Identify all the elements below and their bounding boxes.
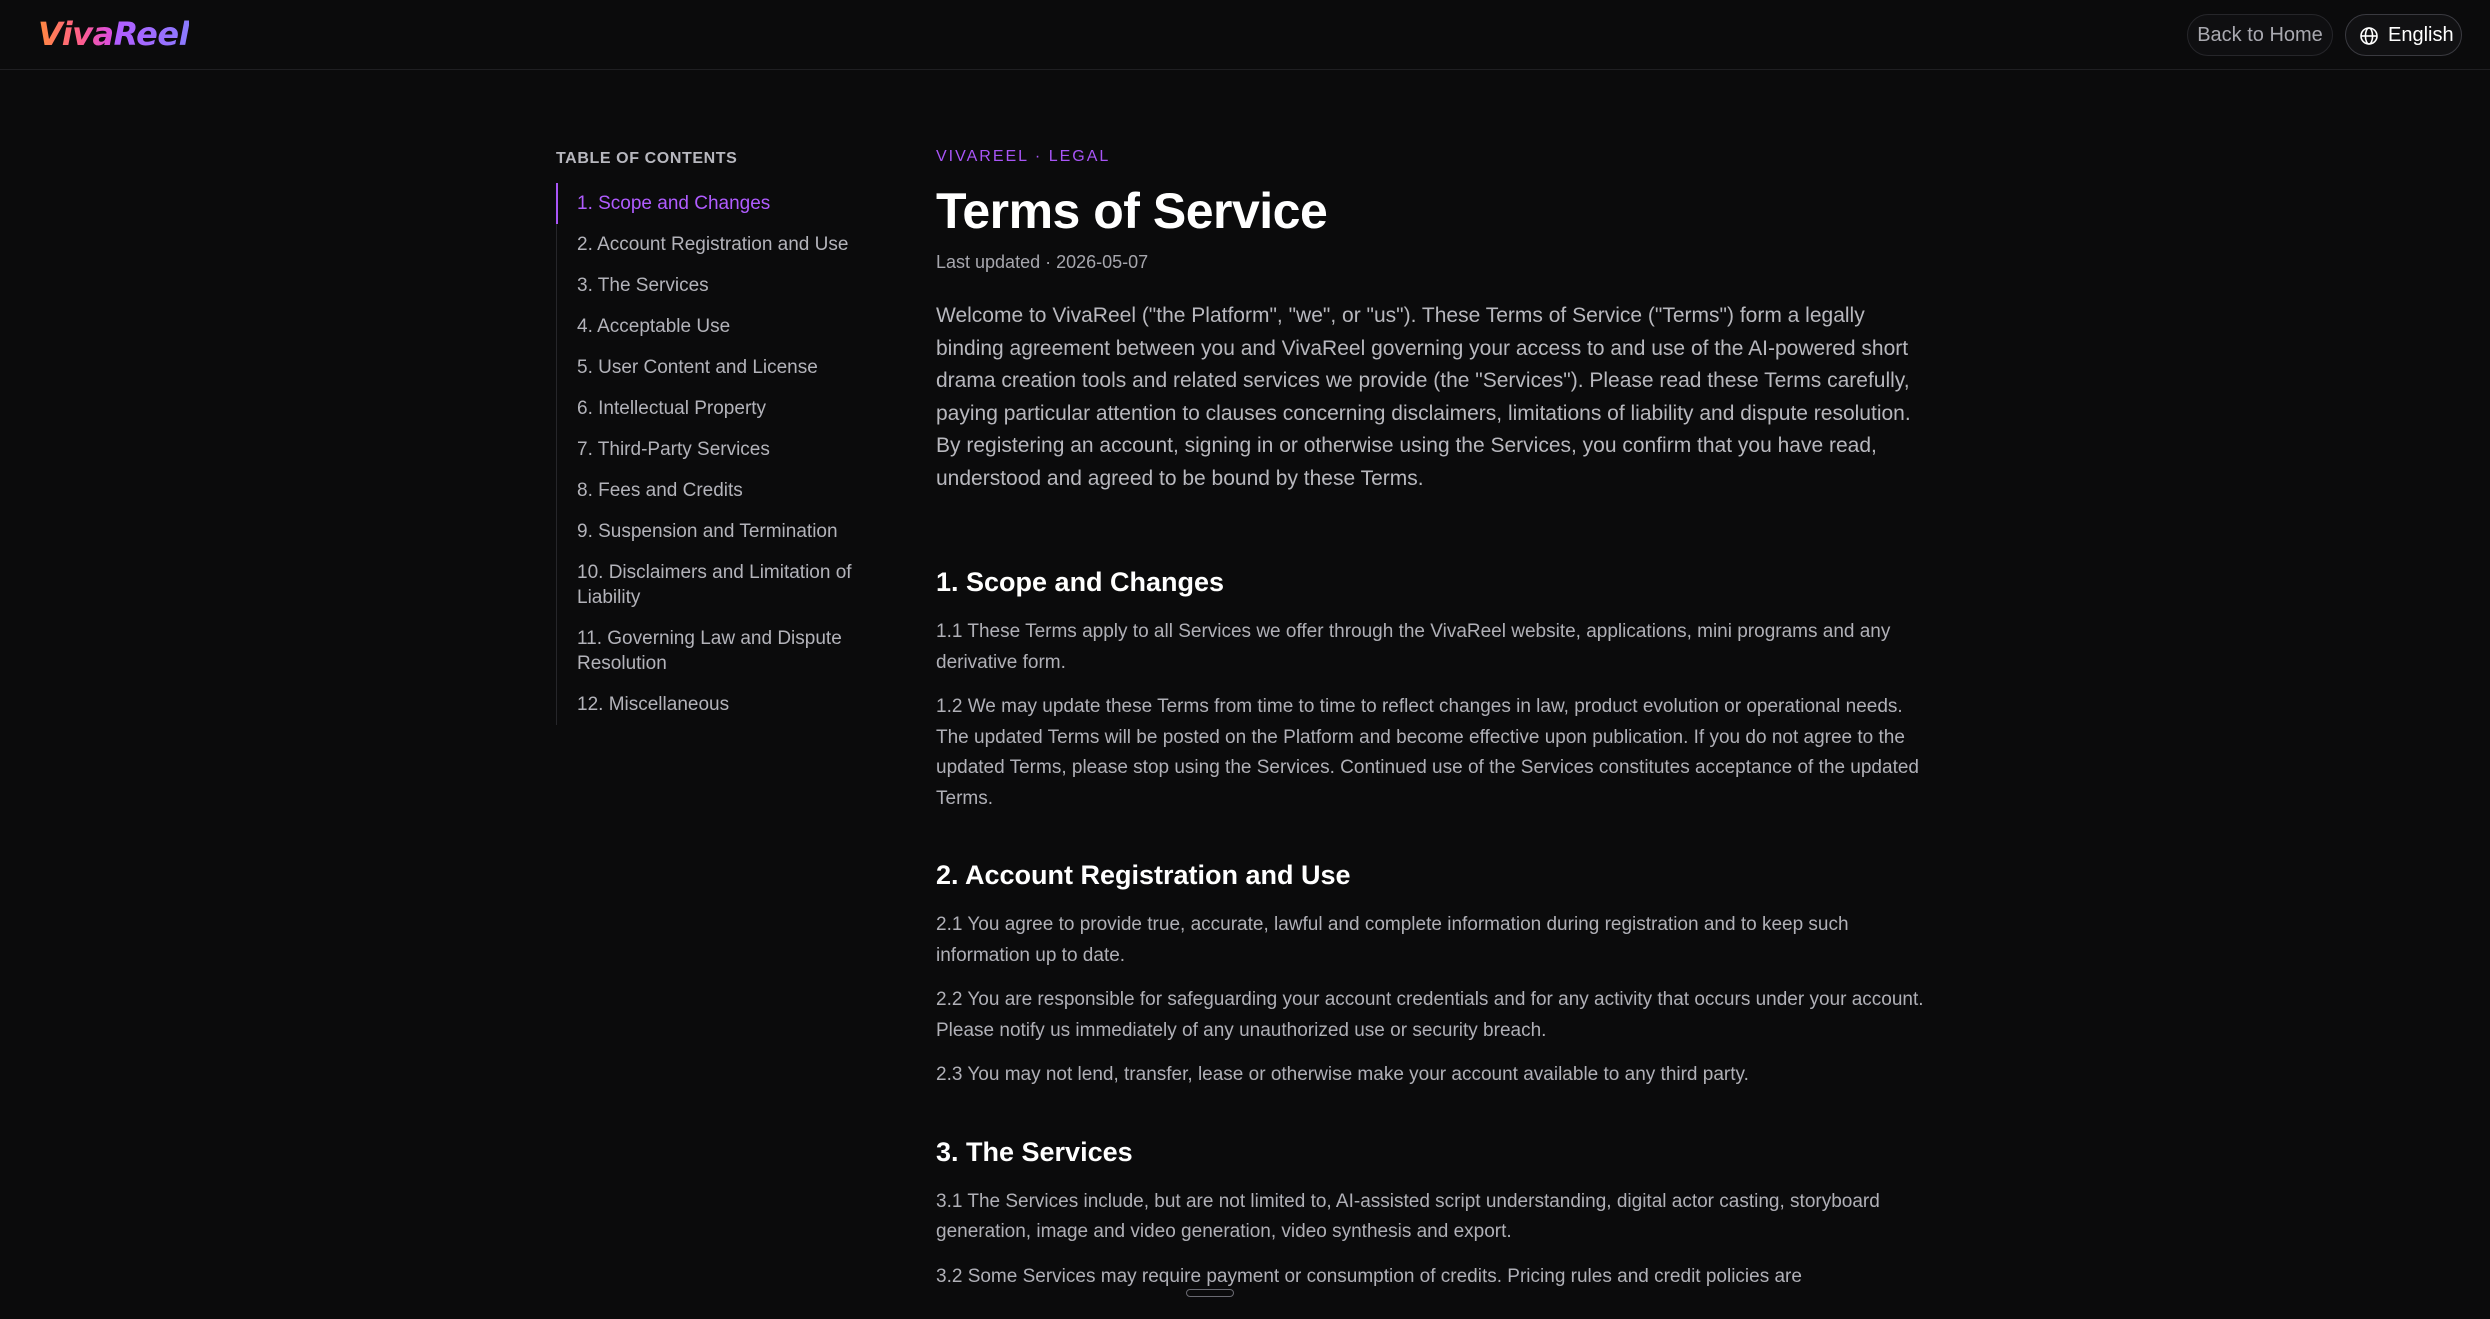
toc-heading: TABLE OF CONTENTS	[556, 150, 738, 167]
section-1-paragraph: 1.2 We may update these Terms from time to time to reflect changes in law, product evolution or operational needs. The updated Terms will be posted on the Platform and become effective upon publication. If you do not agree to the updated Terms, please stop using the Services. Continued use of the Services constitutes acceptance of the updated Terms.	[936, 696, 1919, 809]
toc-item-6[interactable]: 6. Intellectual Property	[577, 398, 767, 419]
document-content	[936, 148, 1936, 1292]
toc-item-11[interactable]: 11. Governing Law and Dispute Resolution	[577, 628, 842, 674]
section-heading-2: 2. Account Registration and Use	[936, 860, 1351, 890]
logo-text-viva: Viva	[38, 15, 114, 53]
document-eyebrow: VIVAREEL · LEGAL	[936, 148, 1111, 165]
document-sections	[936, 565, 1936, 1292]
toc-item-7[interactable]: 7. Third-Party Services	[577, 439, 770, 460]
toc-item-5[interactable]: 5. User Content and License	[577, 357, 818, 378]
section-2-paragraph: 2.3 You may not lend, transfer, lease or otherwise make your account available to any third party.	[936, 1064, 1749, 1085]
back-to-home-button[interactable]: Back to Home	[2187, 14, 2333, 56]
toc-item-9[interactable]: 9. Suspension and Termination	[577, 521, 838, 542]
intro-paragraph: Welcome to VivaReel ("the Platform", "we", or "us"). These Terms of Service ("Terms") form a legally binding agreement between you and VivaReel governing your access to and use of the AI-powered short drama creation tools and related services we provide (the "Services"). Please read these Terms carefully, paying particular attention to clauses concerning disclaimers, limitations of liability and dispute resolution. By registering an account, signing in or otherwise using the Services, you confirm that you have read, understood and agreed to be bound by these Terms.	[936, 304, 1911, 490]
page-title: Terms of Service	[936, 183, 1328, 239]
section-3-paragraph: 3.1 The Services include, but are not limited to, AI-assisted script understanding, digital actor casting, storyboard generation, image and video generation, video synthesis and export.	[936, 1190, 1880, 1242]
section-heading-1: 1. Scope and Changes	[936, 567, 1225, 597]
toc-item-10[interactable]: 10. Disclaimers and Limitation of Liability	[577, 562, 852, 608]
top-navigation-bar	[0, 0, 2490, 70]
toc-item-1[interactable]: 1. Scope and Changes	[557, 183, 876, 224]
language-label: English	[2388, 24, 2454, 46]
language-selector-button[interactable]	[2345, 14, 2462, 56]
globe-icon	[2359, 26, 2379, 46]
table-of-contents	[556, 183, 876, 725]
last-updated-date: Last updated · 2026-05-07	[936, 252, 1149, 272]
vivareel-logo[interactable]	[38, 12, 189, 56]
toc-item-3[interactable]: 3. The Services	[577, 275, 709, 296]
scroll-indicator[interactable]	[1186, 1289, 1234, 1297]
section-1-paragraph: 1.1 These Terms apply to all Services we offer through the VivaReel website, applications, mini programs and any derivative form.	[936, 621, 1891, 673]
logo-text-reel: Reel	[113, 15, 190, 53]
section-3-paragraph: 3.2 Some Services may require payment or consumption of credits. Pricing rules and credit policies are	[936, 1265, 1802, 1287]
toc-item-2[interactable]: 2. Account Registration and Use	[577, 234, 849, 255]
toc-item-4[interactable]: 4. Acceptable Use	[577, 316, 731, 337]
section-2-paragraph: 2.2 You are responsible for safeguarding your account credentials and for any activity that occurs under your account. Please notify us immediately of any unauthorized use or security breach.	[936, 989, 1924, 1041]
toc-item-8[interactable]: 8. Fees and Credits	[577, 480, 743, 501]
toc-item-12[interactable]: 12. Miscellaneous	[577, 694, 730, 715]
section-heading-3: 3. The Services	[936, 1136, 1133, 1167]
section-2-paragraph: 2.1 You agree to provide true, accurate, lawful and complete information during registration and to keep such information up to date.	[936, 914, 1849, 966]
